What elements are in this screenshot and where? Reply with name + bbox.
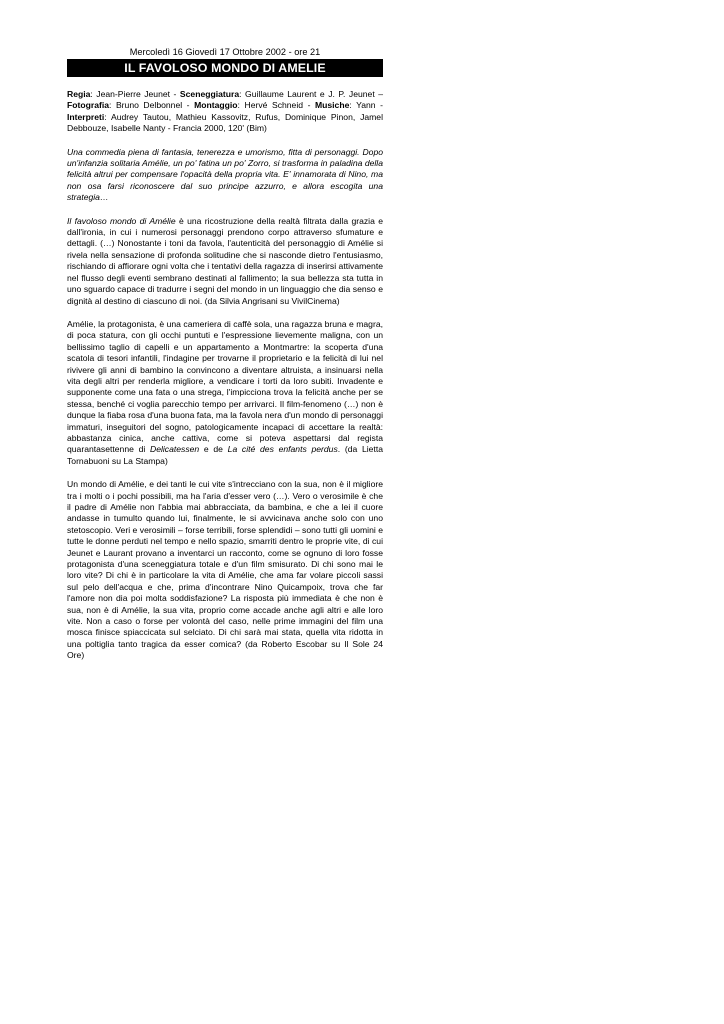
dateline: Mercoledì 16 Giovedì 17 Ottobre 2002 - ore 21 [129, 47, 321, 57]
review-angrisani-text: è una ricostruzione della realtà filtrata dalla grazia e dall'ironia, in cui i numerosi personaggi prendono corpo attraverso sfumature e dettagli. (…) Nonostante i toni da favola, l'autenticità del personaggio di Amélie si rivela nella sensazione di profonda solitudine che si nasconde dietro l'entusiasmo, rischiando di affiorare ogni volta che i tentativi della ragazza di inserirsi attivamente nel flusso degli eventi sembrano destinati al fallimento; la sua bellezza sta tutta in uno sguardo capace di tradurre i segni del mondo in un linguaggio che dia senso e dignità al destino di ciascuno di noi. (da Silvia Angrisani su VivilCinema) [67, 215, 383, 306]
sceneggiatura-label: Sceneggiatura [179, 89, 240, 99]
film-title-reference: Il favoloso mondo di Amélie [67, 215, 176, 226]
montaggio-value: : Hervé Schneid - [237, 100, 315, 111]
musiche-value: : Yann - [349, 100, 384, 111]
review-escobar: Un mondo di Amélie, e dei tanti le cui vite s'intrecciano con la sua, non è il migliore tra i molti o i pochi possibili, ma ha l'aria d'esser vero (…). Vero o verosimile è che il padre di Amélie non l'abbia mai abbracciata, da bambina, e che a lei il cuore andasse in tumulto quando lui, finalmente, le si avvicinava anche solo con uno stetoscopio. Veri e verosimili – forse terribili, forse splendidi – sono tutti gli uomini e tutte le donne perduti nel tempo e nello spazio, smarriti dentro le proprie vite, di cui Jeunet e Laurant provano a inventarci un racconto, come se ognuno di loro fosse protagonista d'una sceneggiatura totale e d'un film smisurato. Di chi sono mai le loro vite? Di chi è in particolare la vita di Amélie, che ama far volare piccoli sassi sul pelo dell'acqua e che, prima d'incontrare Nino Quicampoix, trova che far l'amore non dia poi molta soddisfazione? La risposta più immediata è che non è sua, non è di Amélie, la sua vita, proprio come accade anche agli altri e alle loro vite. Non a caso o forse per volontà del caso, nelle prime immagini del film una mosca finisce spiaccicata sul selciato. Di chi sarà mai stata, quella vita ridotta in una poltiglia tanto tragica da esser comica? (da Roberto Escobar su Il Sole 24 Ore) [67, 479, 383, 661]
synopsis-paragraph: Una commedia piena di fantasia, tenerezza e umorismo, fitta di personaggi. Dopo un'infanzia solitaria Amélie, un po' fatina un po' Zorro, si trasforma in paladina della felicità altrui per compensare l'opacità della propria vita. E' innamorata di Nino, ma non osa farsi riconoscere dal suo principe azzurro, e allora escogita una strategia… [67, 146, 383, 203]
interpreti-label: Interpreti [67, 111, 105, 122]
film-reference-delicatessen: Delicatessen [150, 444, 200, 455]
montaggio-label: Montaggio [194, 100, 238, 111]
review-tornabuoni-text-c: . (da Lietta Tornabuoni su La Stampa) [67, 444, 383, 466]
document-column [67, 46, 383, 662]
film-title: IL FAVOLOSO MONDO DI AMELIE [67, 59, 383, 77]
musiche-label: Musiche [314, 100, 350, 111]
review-angrisani [67, 216, 383, 307]
credits-paragraph [67, 89, 383, 135]
review-tornabuoni-text-a: Amélie, la protagonista, è una cameriera di caffè sola, una ragazza bruna e magra, di poca statura, con gli occhi puntuti e l'espressione lievemente maligna, con un bellissimo taglio di capelli e un appartamento a Montmartre: la scoperta d'una scatola di tesori infantili, l'indagine per trovarne il proprietario e la felicità di lui nel rivivere gli anni di bambino la convincono a diventare altruista, a insinuarsi nella vita degli altri per renderla migliore, a vendicare i torti da loro subiti. Invadente e supponente come una fata o una strega, l'impicciona trova la felicità anche per se stessa, benché ci voglia parecchio tempo per arrivarci. Il film-fenomeno (…) non è dunque la fiaba rosa d'una buona fata, ma la favola nera d'un mondo di personaggi immaturi, inseguitori del sogno, patologicamente incapaci di accettare la realtà: abbastanza cinica, anche cattiva, come si poteva aspettarsi dal regista quarantasettenne di [67, 318, 383, 455]
sceneggiatura-value: : Guillaume Laurent e J. P. Jeunet – [239, 89, 383, 99]
review-tornabuoni [67, 319, 383, 467]
fotografia-value: : Bruno Delbonnel - [109, 100, 195, 111]
review-tornabuoni-text-b: e de [199, 444, 228, 455]
regia-label: Regia [67, 89, 91, 99]
fotografia-label: Fotografia [67, 100, 110, 111]
regia-value: : Jean-Pierre Jeunet - [90, 89, 180, 99]
film-reference-cite: La cité des enfants perdus [227, 444, 338, 455]
interpreti-value: : Audrey Tautou, Mathieu Kassovitz, Rufus, Dominique Pinon, Jamel Debbouze, Isabelle Nanty - Francia 2000, 120' (Bim) [67, 111, 383, 134]
